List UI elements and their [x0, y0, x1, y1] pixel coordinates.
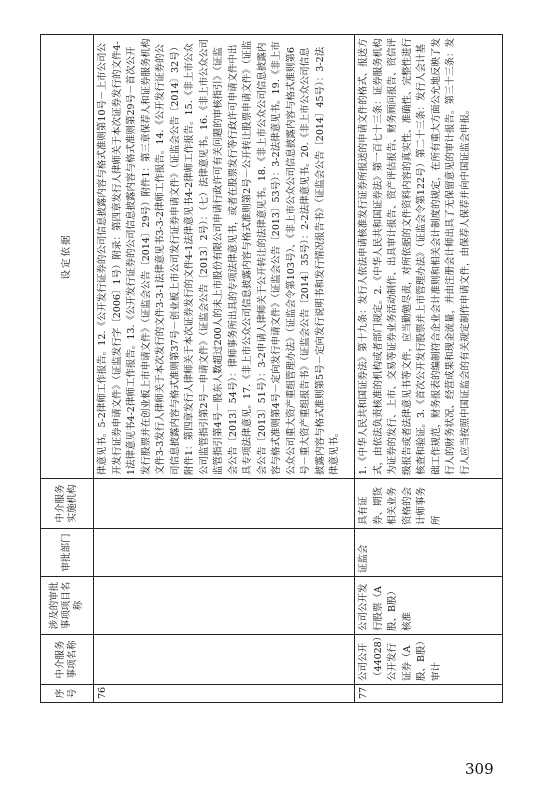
header-department: 审批部门 — [41, 529, 94, 577]
header-basis: 设定依据 — [41, 35, 94, 479]
header-seq: 序号 — [41, 685, 94, 703]
row-approval-item — [94, 577, 355, 635]
row-basis: 律意见书。5-2律师工作报告。12.《公开发行证券的公司信息披露内容与格式准则第10号－上市公司公开发行证券申请文件》（证监发行字〔2006〕1号）附录：第四章发行人律师关于本次证券发行的文件4-1法律意见书4-2律师工作报告。13.《公开发行证券的公司信息披露内容与格式准则第29号－首次公开发行股票并在创业板上市申请文件》（证监会公告〔2014〕29号）附件1：第三章保荐人和证券服务机构文件3-3发行人律师关于本次发行的文件3-3-1法律意见书3-3-2律师工作报告。14.《公开发行证券的公司信息披露内容与格式准则第37号－创业板上市公司发行证券申请文件》（证监会公告〔2014〕32号）附件1：第四章发行人律师关于本次证券发行的文件4-1法律意见书4-2律师工作报告。15.《非上市公众公司监管指引第2号－申请文件》（证监会公告〔2013〕2号）：（七）法律意见书。16.《非上市公众公司监管指引第4号－股东人数超过200人的未上市股份有限公司申请行政许可有关问题的审核指引》（证监会公告〔2013〕54号）：律师事务所出具的专项法律意见书，或者在股票发行等行政许可申请文件中出具专项法律意见。17.《非上市公众公司信息披露内容与格式准则第2号－公开转让股票申请文件》（证监会公告〔2013〕51号）：3-2申请人律师关于公开转让的法律意见书。18.《非上市公众公司信息披露内容与格式准则第4号－定向发行申请文件》（证监会公告〔2013〕53号）：3-2法律意见书。19.《非上市公众公司重大资产重组管理办法》（证监会令第103号）、《非上市公众公司信息披露内容与格式准则第6号－重大资产重组报告书》（证监会公告〔2014〕35号）：2-2法律意见书。20.《非上市公众公司信息披露内容与格式准则第5号－定向发行说明书和发行情况报告书》（证监会公告〔2014〕45号）：3-2法律意见书。 — [94, 35, 355, 479]
row-agency-org — [94, 479, 355, 529]
rotated-table-wrapper — [40, 35, 502, 703]
row-agency-org: 具有证券、期货相关业务资格的会计师事务所 — [355, 479, 503, 529]
table-row — [355, 35, 503, 703]
row-department — [94, 529, 355, 577]
row-approval-item: 公司公开发行股票（A股、B股）核准 — [355, 577, 503, 635]
row-agency-item — [94, 635, 355, 685]
row-seq: 76 — [94, 685, 355, 703]
approval-items-table — [40, 34, 503, 703]
page-number: 309 — [465, 760, 494, 778]
table-header-row — [41, 35, 94, 703]
header-agency-org: 中介服务实施机构 — [41, 479, 94, 529]
row-agency-item: 公司公开（44028）公开发行证券（A股、B股）审计 — [355, 635, 503, 685]
header-approval-items: 涉及的审批事项项目名称 — [41, 577, 94, 635]
table-row — [94, 35, 355, 703]
row-basis: 1.《中华人民共和国证券法》第十九条：发行人依法申请核准发行证券所报送的申请文件的格式、报送方式，由依法负责核准的机构或者部门规定。2.《中华人民共和国证券法》第一百七十三条：证券服务机构为证券的发行、上市、交易等证券业务活动制作、出具审计报告、资产评估报告、财务顾问报告、资信评级报告或者法律意见书等文件，应当勤勉尽责，对所依据的文件资料内容的真实性、准确性、完整性进行核查和验证。3.《首次公开发行股票并上市管理办法》（证监会令第122号）第二十三条：发行人会计基础工作规范，财务报表的编制符合企业会计准则和相关会计制度的规定，在所有重大方面公允地反映了发行人的财务状况、经营成果和现金流量，并由注册会计师出具了无保留意见的审计报告。第三十三条：发行人应当按照中国证监会的有关规定制作申请文件，由保荐人保荐并向中国证监会申报。 — [355, 35, 503, 479]
row-seq: 77 — [355, 685, 503, 703]
header-agency-items: 中介服务事项名称 — [41, 635, 94, 685]
row-department: 证监会 — [355, 529, 503, 577]
